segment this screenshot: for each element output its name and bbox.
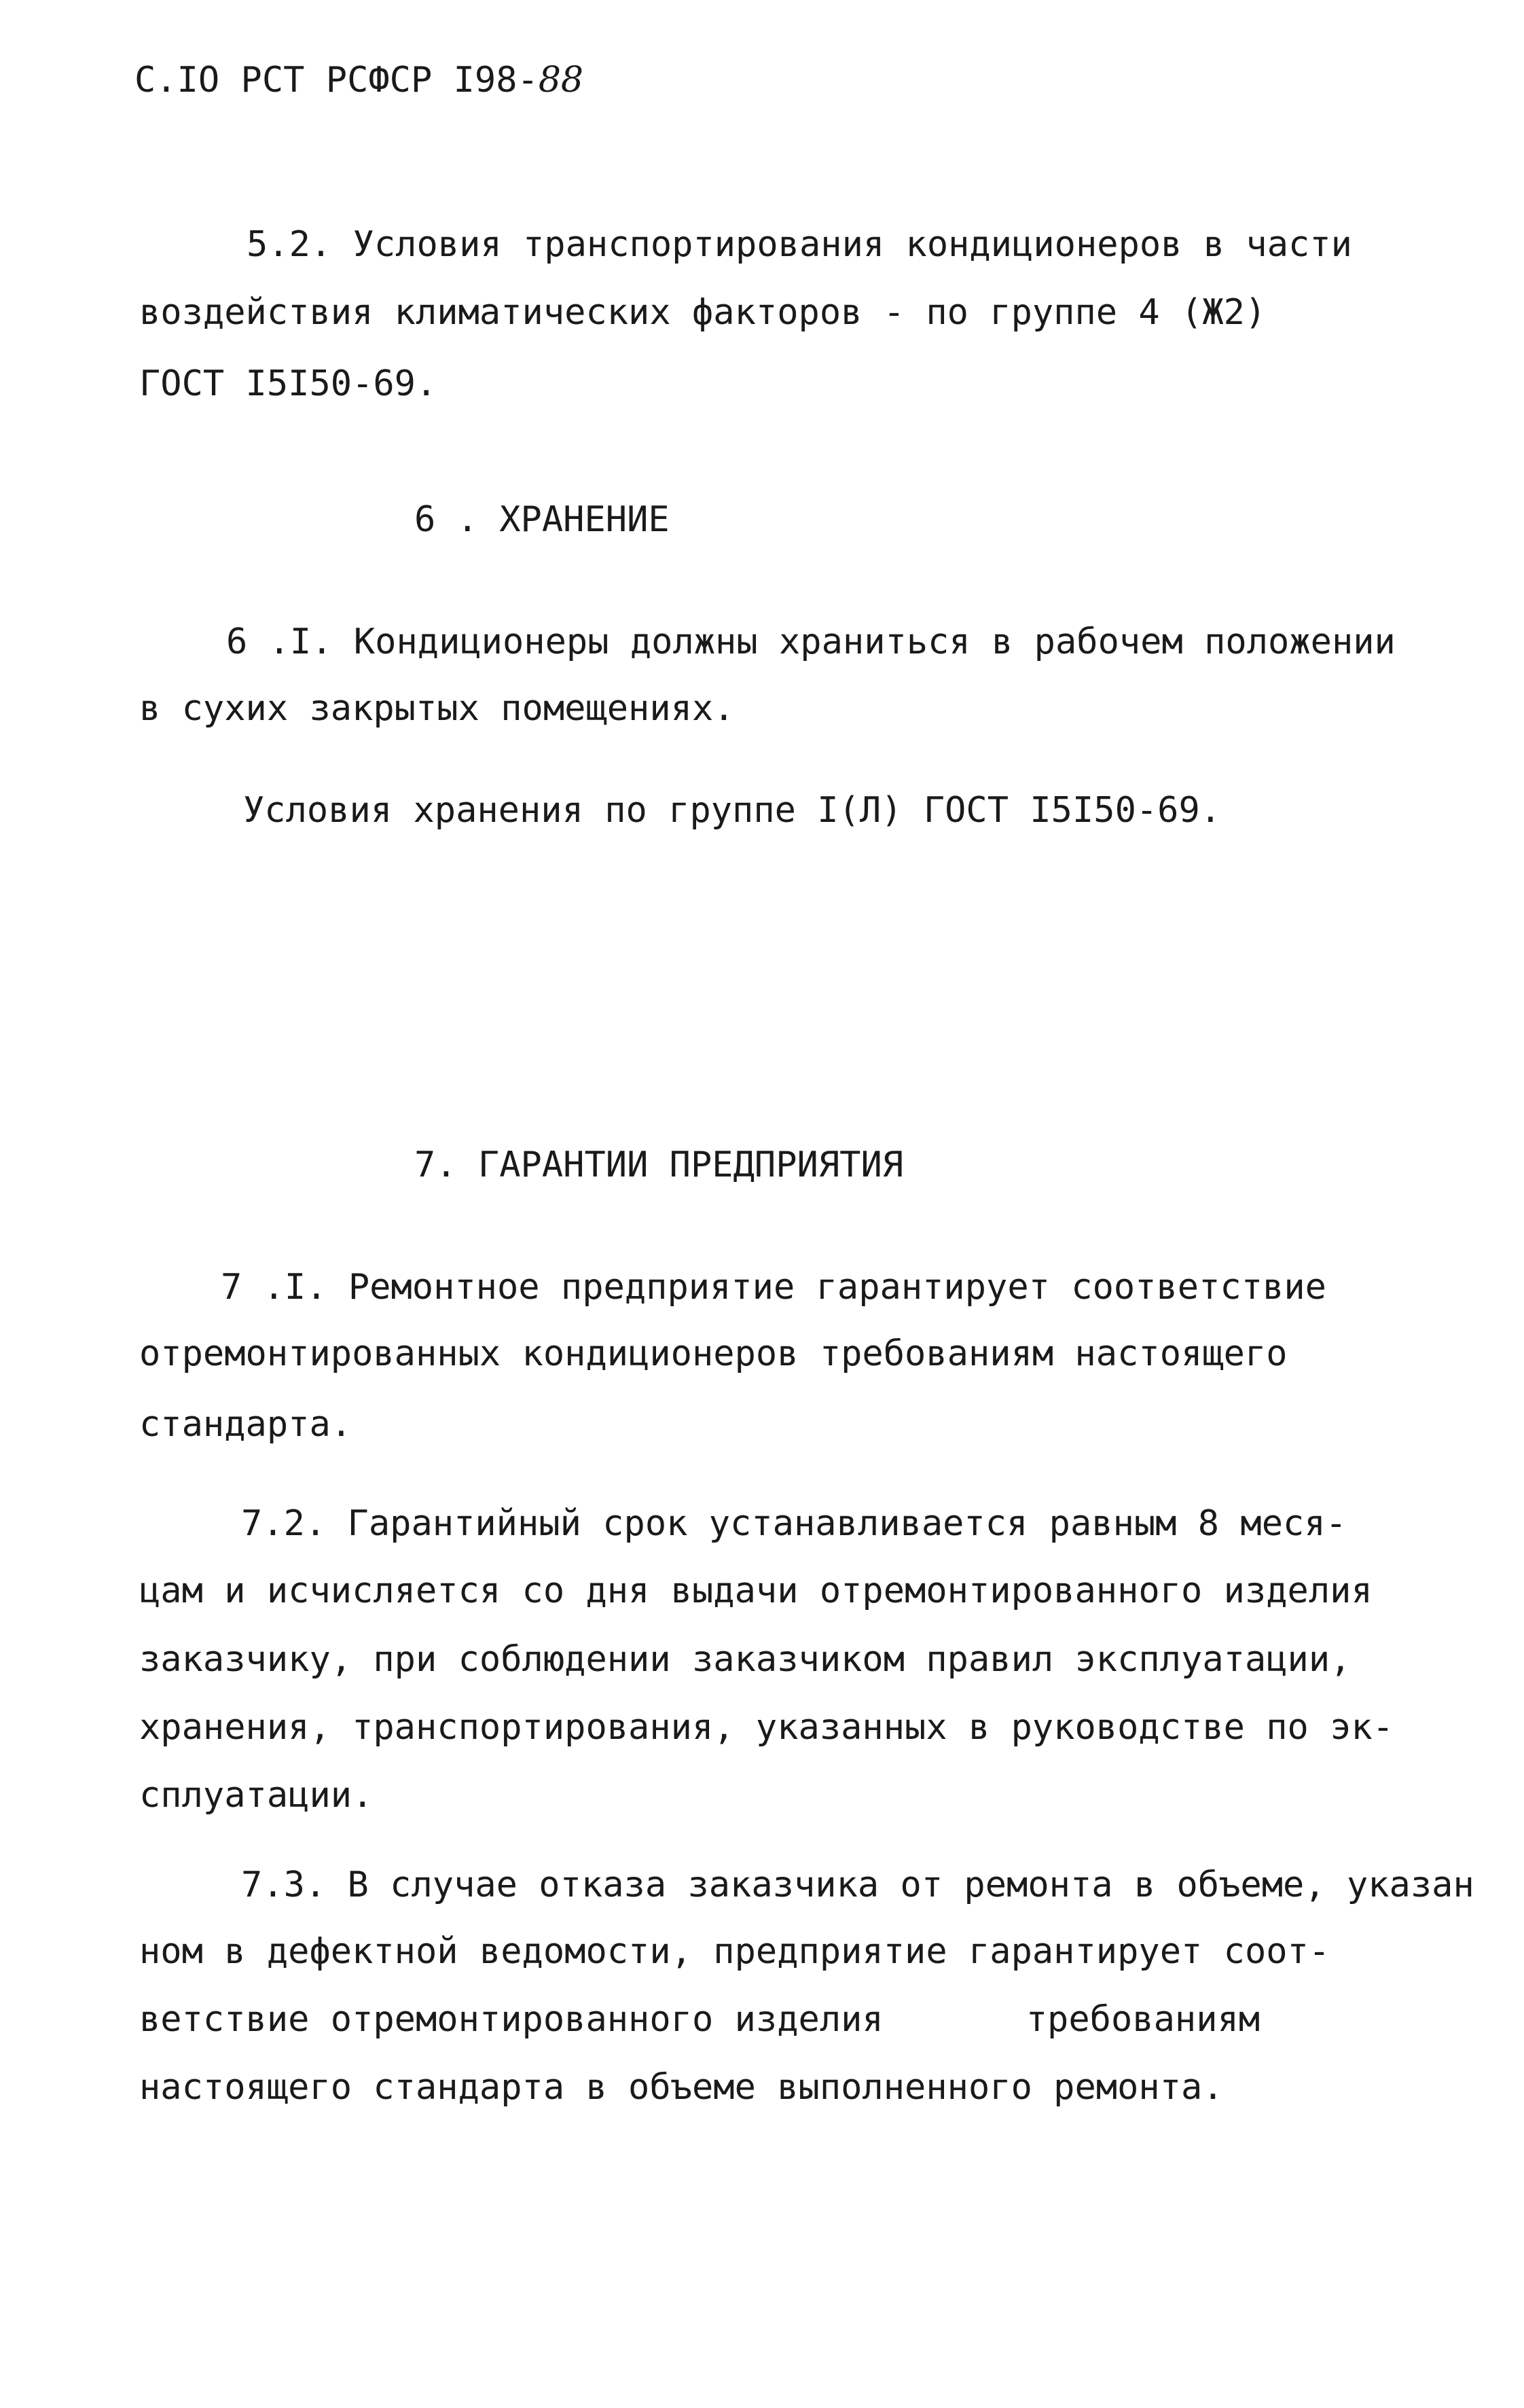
sec7-p2-line3: заказчику, при соблюдении заказчиком правил эксплуатации, [139,1639,1351,1680]
sec7-p3-line1: 7.3. В случае отказа заказчика от ремонта в объеме, указан [241,1865,1474,1905]
sec6-p1-line1: 6 .I. Кондиционеры должны храниться в рабочем положении [226,622,1396,662]
sec7-p1-line3: стандарта. [139,1404,352,1445]
sec7-p1-line1: 7 .I. Ремонтное предприятие гарантирует соответствие [221,1267,1326,1308]
sec6-p2: Условия хранения по группе I(Л) ГОСТ I5I50-69. [243,790,1222,831]
sec5-p2-line1: 5.2. Условия транспортирования кондиционеров в части [247,224,1352,265]
sec7-p3-line4: настоящего стандарта в объеме выполненного ремонта. [139,2067,1224,2108]
sec7-p2-line2: цам и исчисляется со дня выдачи отремонтированного изделия [139,1570,1373,1611]
header-year-handwritten: 88 [538,60,583,101]
sec5-p2-line2: воздействия климатических факторов - по группе 4 (Ж2) [139,292,1267,333]
sec7-p2-line4: хранения, транспортирования, указанных в руководстве по эк- [139,1707,1394,1748]
sec7-p2-line5: сплуатации. [139,1775,374,1816]
sec6-p1-line2: в сухих закрытых помещениях. [139,688,735,729]
sec7-p3-line3-part1: ветствие отремонтированного изделия [139,1999,884,2040]
header-code: С.IО РСТ РСФСР I98- [134,60,539,101]
sec7-p3-line3 [139,1999,1260,2040]
section-6-title: 6 . ХРАНЕНИЕ [414,499,670,540]
section-7-title: 7. ГАРАНТИИ ПРЕДПРИЯТИЯ [414,1145,904,1185]
page-header [134,60,583,101]
sec7-p2-line1: 7.2. Гарантийный срок устанавливается равным 8 меся- [241,1503,1347,1544]
sec7-p1-line2: отремонтированных кондиционеров требованиям настоящего [139,1333,1288,1374]
sec7-p3-line2: ном в дефектной ведомости, предприятие гарантирует соот- [139,1931,1330,1972]
sec7-p3-line3-part2: требованиям [1026,1999,1260,2040]
sec5-p2-line3: ГОСТ I5I50-69. [139,363,437,404]
